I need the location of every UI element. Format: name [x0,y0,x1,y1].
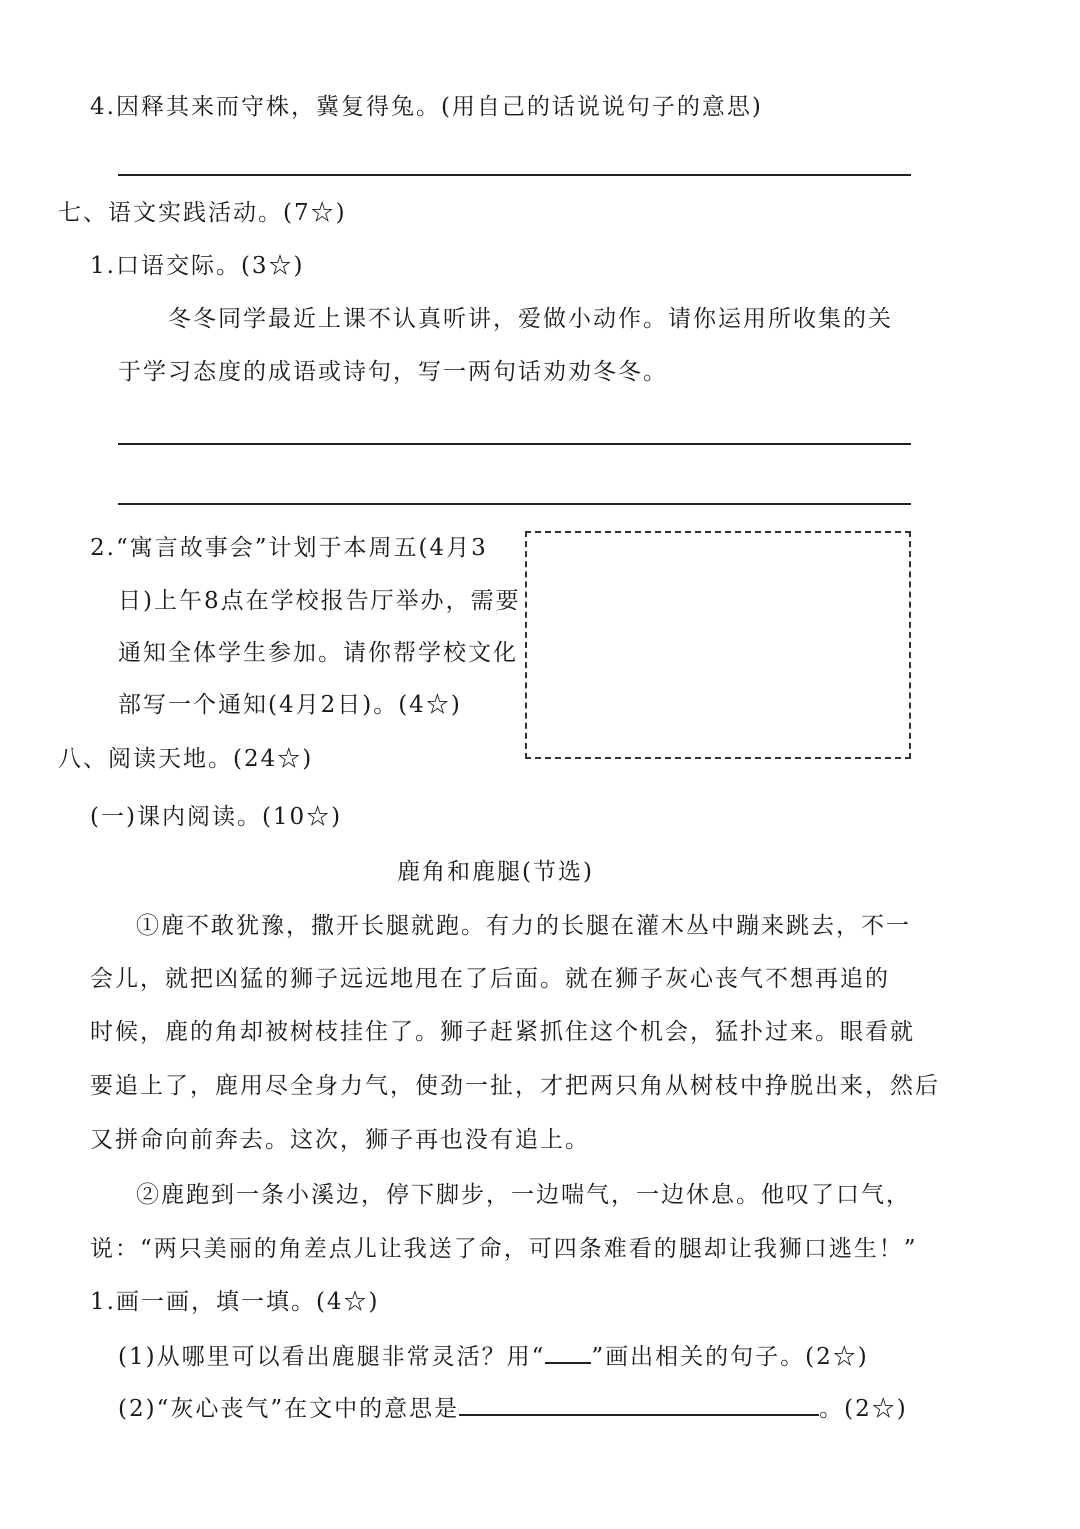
question-7-1-line2: 于学习态度的成语或诗句，写一两句话劝劝冬冬。 [118,359,668,385]
passage-p1-line5: 又拼命向前奔去。这次，狮子再也没有追上。 [90,1127,590,1153]
question-7-1-heading: 1.口语交际。(3☆) [90,253,305,279]
passage-p2-line1: ②鹿跑到一条小溪边，停下脚步，一边喘气，一边休息。他叹了口气， [136,1182,911,1208]
underline-sample-blank [545,1340,591,1364]
answer-line-6-4[interactable] [118,174,911,176]
answer-blank-8-1-2[interactable] [459,1392,819,1416]
question-7-2-line2: 日)上午8点在学校报告厅举办，需要 [118,588,521,614]
passage-p2-line2: 说：“两只美丽的角差点儿让我送了命，可四条难看的腿却让我狮口逃生！” [90,1236,918,1262]
answer-line-7-1-b[interactable] [118,503,911,505]
question-8-1-sub1-before: (1)从哪里可以看出鹿腿非常灵活？用“ [118,1344,546,1370]
question-7-2-line4: 部写一个通知(4月2日)。(4☆) [118,692,462,718]
question-6-4-text: 4.因释其来而守株，冀复得兔。(用自己的话说说句子的意思) [90,94,763,120]
notice-answer-box[interactable] [525,531,911,759]
question-7-1-line1: 冬冬同学最近上课不认真听讲，爱做小动作。请你运用所收集的关 [168,306,893,332]
question-8-1-sub2-after: 。(2☆) [819,1396,908,1422]
question-8-1-sub1-after: ”画出相关的句子。(2☆) [591,1344,869,1370]
passage-p1-line3: 时候，鹿的角却被树枝挂住了。狮子赶紧抓住这个机会，猛扑过来。眼看就 [90,1019,915,1045]
passage-p1-line4: 要追上了，鹿用尽全身力气，使劲一扯，才把两只角从树枝中挣脱出来，然后 [90,1073,940,1099]
question-8-1-sub1 [118,1340,869,1372]
passage-title: 鹿角和鹿腿(节选) [397,859,594,885]
question-8-1-sub2 [118,1392,908,1424]
section-7-heading: 七、语文实践活动。(7☆) [58,200,347,226]
section-8-heading: 八、阅读天地。(24☆) [58,746,314,772]
question-7-2-line3: 通知全体学生参加。请你帮学校文化 [118,640,518,666]
answer-line-7-1-a[interactable] [118,443,911,445]
passage-p1-line2: 会儿，就把凶猛的狮子远远地甩在了后面。就在狮子灰心丧气不想再追的 [90,966,890,992]
question-8-1-heading: 1.画一画，填一填。(4☆) [90,1289,380,1315]
question-8-1-sub2-before: (2)“灰心丧气”在文中的意思是 [118,1396,460,1422]
question-7-2-line1: 2.“寓言故事会”计划于本周五(4月3 [90,535,488,561]
passage-p1-line1: ①鹿不敢犹豫，撒开长腿就跑。有力的长腿在灌木丛中蹦来跳去，不一 [136,913,911,939]
section-8-part1-heading: (一)课内阅读。(10☆) [90,804,343,830]
